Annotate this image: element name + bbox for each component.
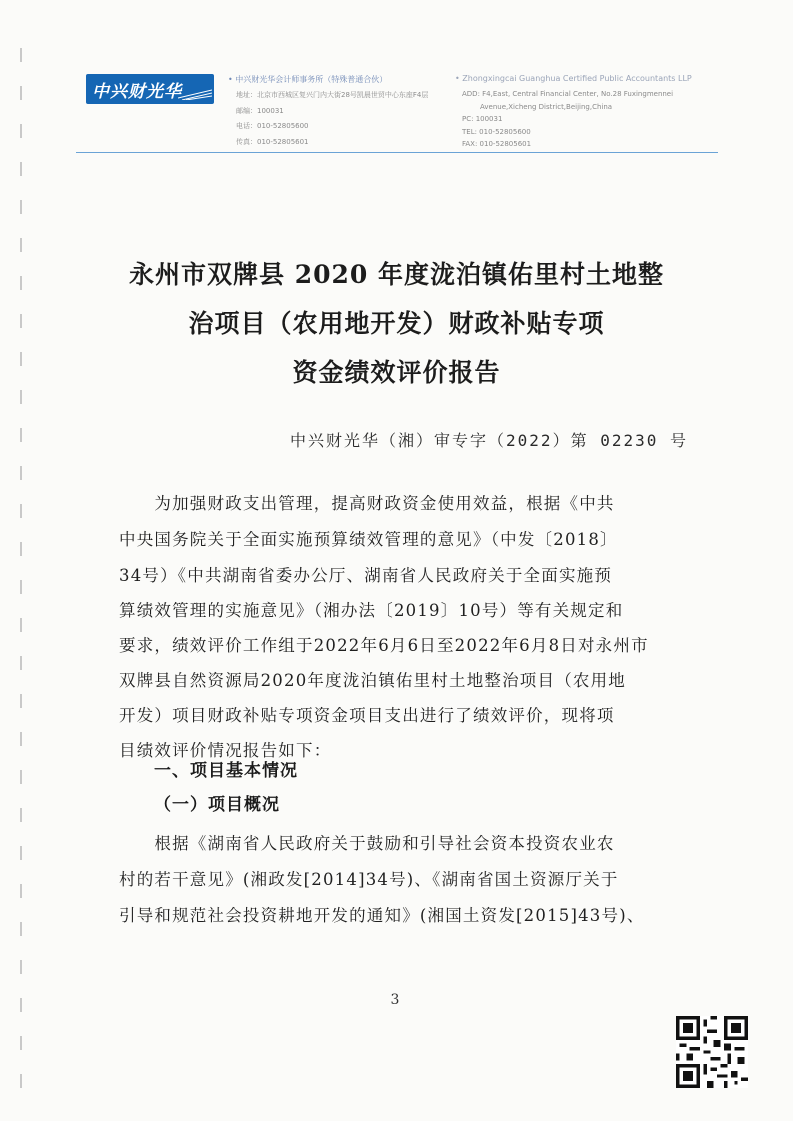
- section-heading-2: （一）项目概况: [154, 795, 280, 815]
- qr-code-icon: [676, 1016, 748, 1088]
- report-title-line-3: 资金绩效评价报告: [292, 358, 501, 387]
- body-line: 算绩效管理的实施意见》（湘办法〔2019〕10号）等有关规定和: [119, 601, 624, 620]
- letterhead-cn-details: [236, 88, 428, 150]
- address-cn: 地址：北京市西城区复兴门内大街28号凯晨世贸中心东座F4层: [236, 91, 429, 99]
- firm-logo-text: 中兴财光华: [92, 82, 182, 102]
- fax-en: FAX: 010-52805601: [462, 140, 532, 148]
- postcode-en: PC: 100031: [462, 115, 503, 123]
- body-line: 34号）《中共湖南省委办公厅、湖南省人民政府关于全面实施预: [119, 566, 613, 585]
- firm-name-en: • Zhongxingcai Guanghua Certified Public Accountants LLP: [455, 74, 692, 83]
- document-number: 中兴财光华（湘）审专字（2022）第 02230 号: [290, 431, 688, 450]
- body-line: 为加强财政支出管理，提高财政资金使用效益，根据《中共: [119, 494, 615, 513]
- report-title-line-2: 治项目（农用地开发）财政补贴专项: [188, 309, 605, 338]
- tel-cn: 电话：010-52805600: [236, 122, 309, 130]
- body-line: 村的若干意见》(湘政发[2014]34号)、《湖南省国土资源厅关于: [119, 870, 619, 889]
- letterhead-en-details: [462, 88, 673, 151]
- tel-en: TEL: 010-52805600: [462, 127, 531, 136]
- body-line: 要求，绩效评价工作组于2022年6月6日至2022年6月8日对永州市: [119, 636, 649, 655]
- body-line: 根据《湖南省人民政府关于鼓励和引导社会资本投资农业农: [119, 834, 615, 853]
- body-line: 开发）项目财政补贴专项资金项目支出进行了绩效评价，现将项: [119, 706, 615, 725]
- body-line: 引导和规范社会投资耕地开发的通知》(湘国土资发[2015]43号)、: [119, 906, 645, 925]
- section-heading-1: 一、项目基本情况: [154, 761, 298, 781]
- logo-stripes-icon: [178, 88, 212, 100]
- address-en-2: Avenue,Xicheng District,Beijing,China: [480, 102, 613, 111]
- body-line: 目绩效评价情况报告如下：: [119, 741, 332, 760]
- letterhead-divider: [76, 152, 718, 153]
- body-line: 双牌县自然资源局2020年度泷泊镇佑里村土地整治项目（农用地: [119, 671, 626, 690]
- firm-name-cn: • 中兴财光华会计师事务所（特殊普通合伙）: [228, 75, 388, 84]
- report-title-line-1: 永州市双牌县 2020 年度泷泊镇佑里村土地整: [129, 260, 664, 289]
- body-line: 中央国务院关于全面实施预算绩效管理的意见》（中发〔2018〕: [119, 530, 618, 549]
- address-en-1: ADD: F4,East, Central Financial Center, No.28 Fuxingmennei: [462, 90, 674, 98]
- page-number: 3: [390, 992, 400, 1008]
- fax-cn: 传真：010-52805601: [236, 137, 309, 146]
- postcode-cn: 邮编：100031: [236, 106, 284, 115]
